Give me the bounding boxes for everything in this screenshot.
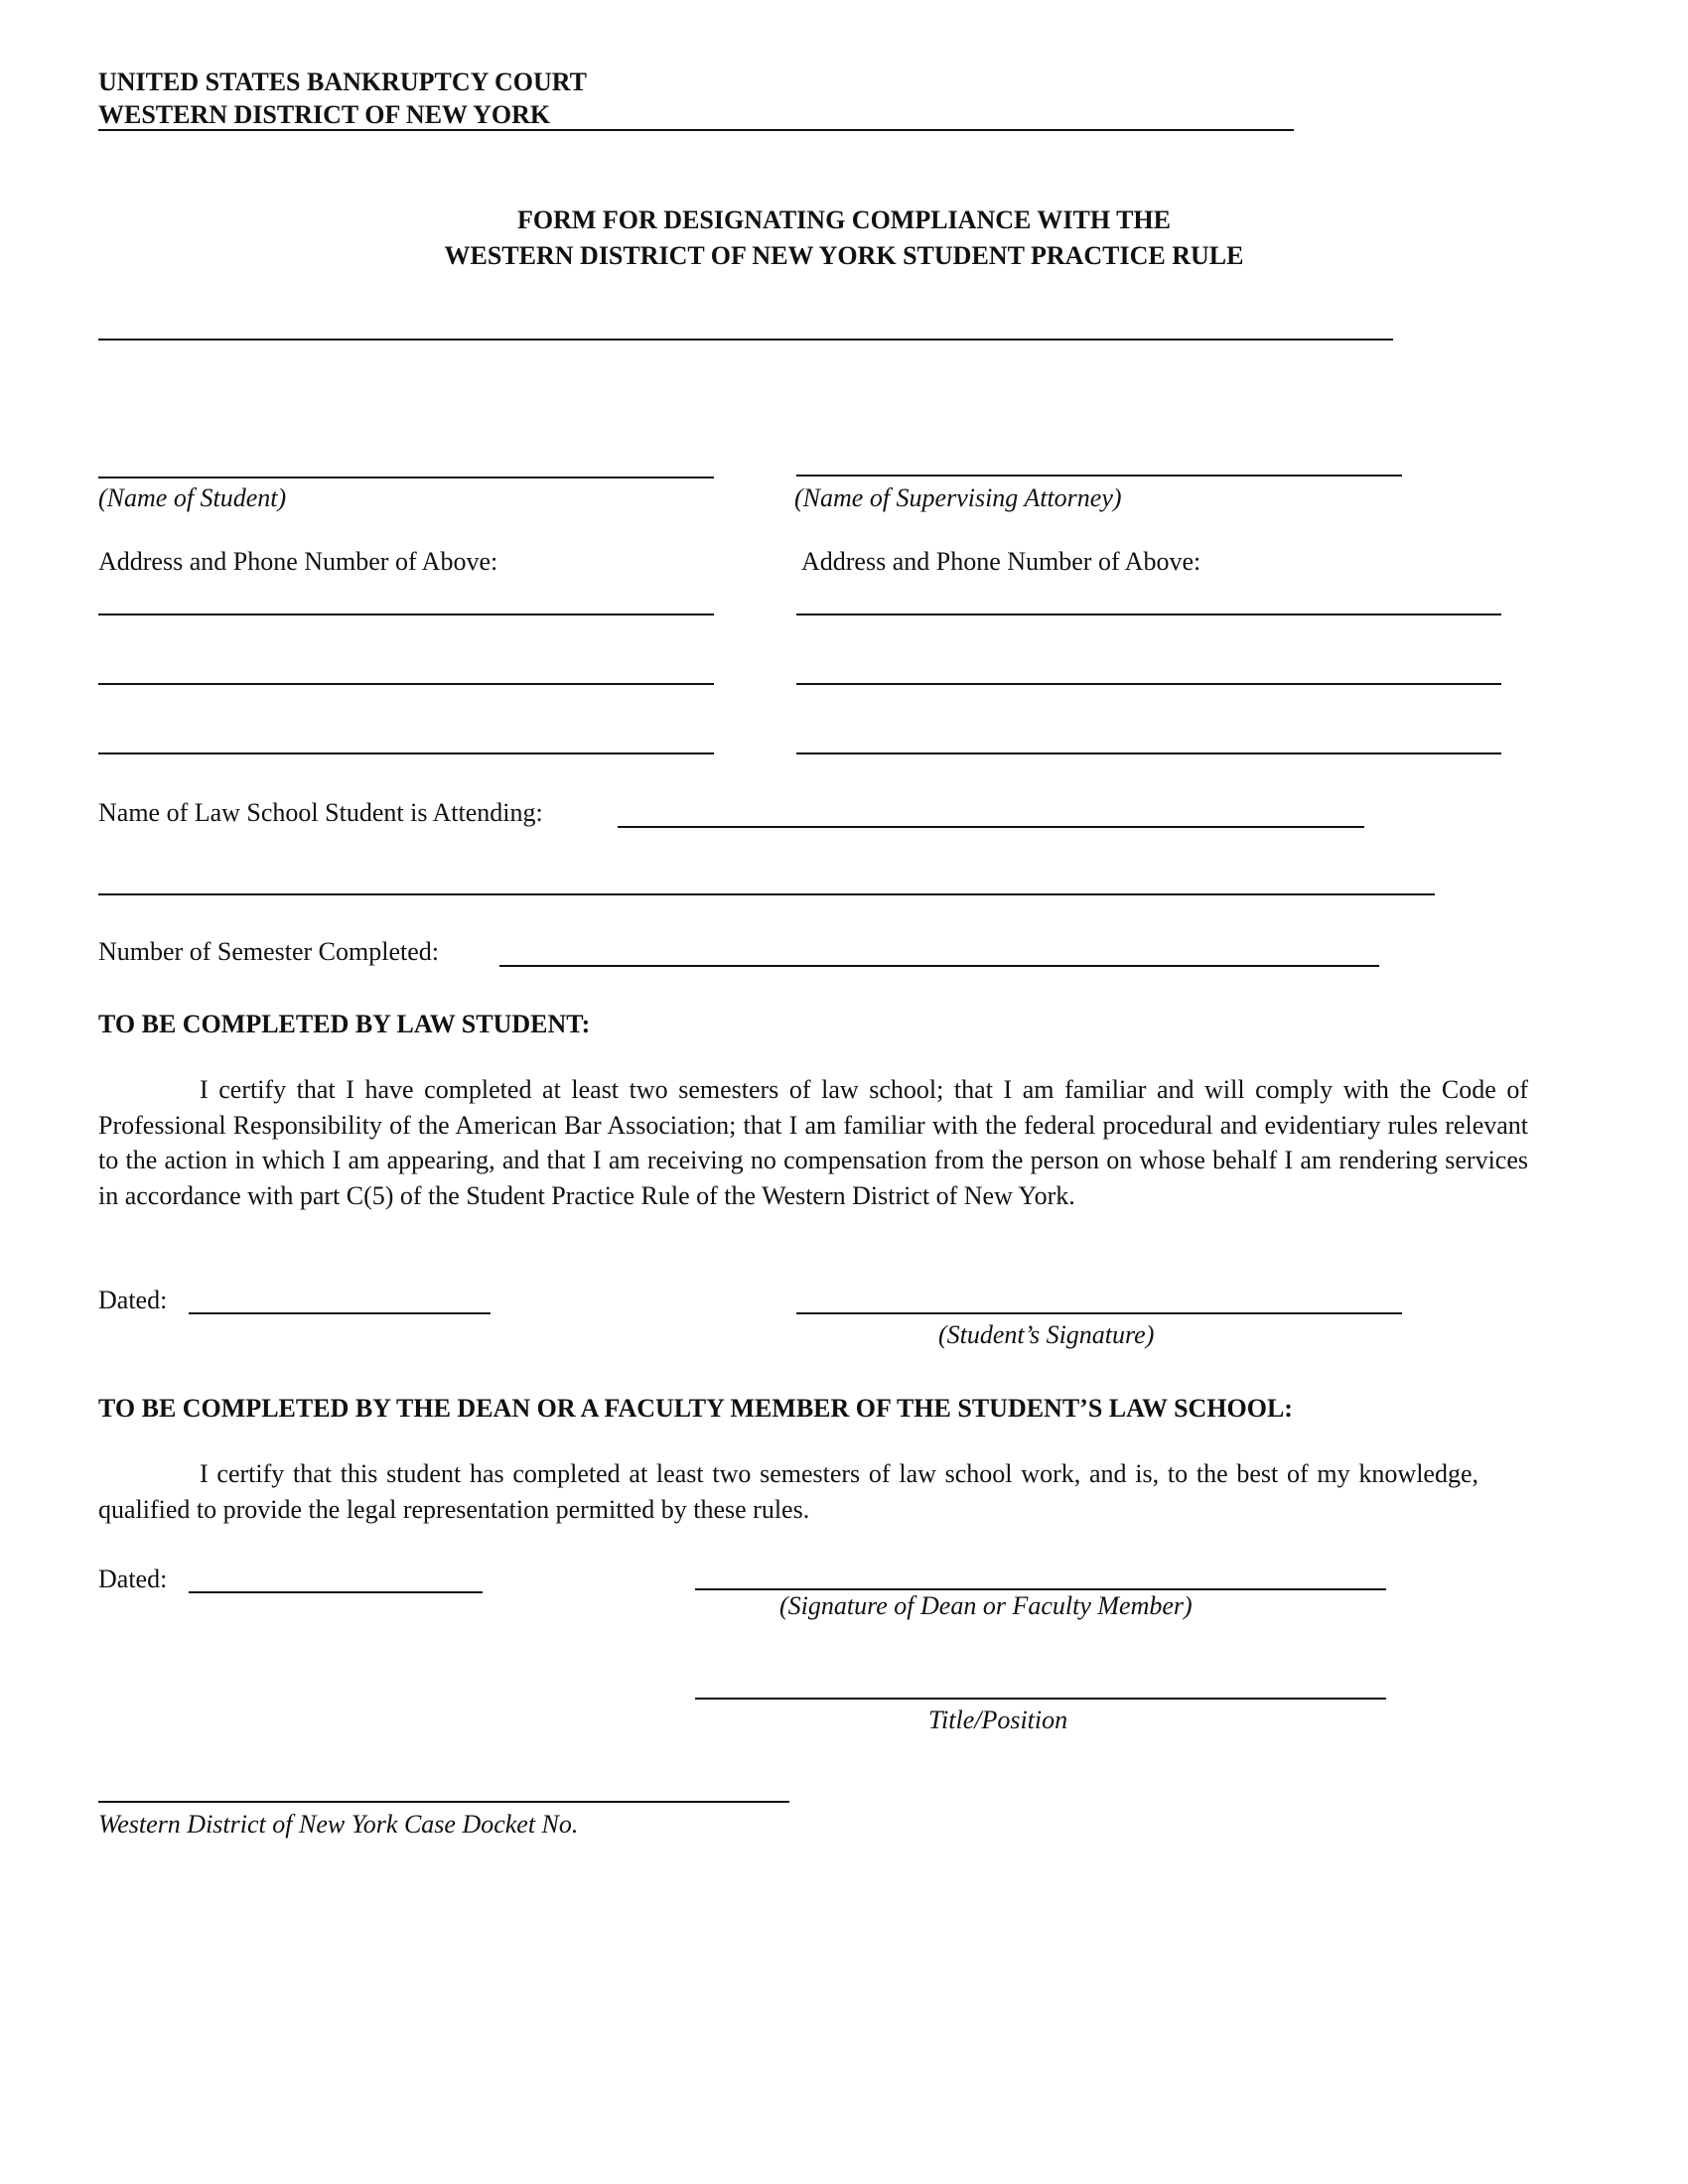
semesters-input-line[interactable] — [499, 965, 1379, 967]
student-certification-paragraph: I certify that I have completed at least two semesters of law school; that I am familiar and will comply with the Code of Professional Responsibility of the American Bar Association; that I am familiar with the federal procedural and evidentiary rules relevant to the action in which I am appearing, and that I am receiving no compensation from the person on whose behalf I am rendering services in accordance with part C(5) of the Student Practice Rule of the Western District of New York. — [98, 1075, 1528, 1210]
form-title-line-2: WESTERN DISTRICT OF NEW YORK STUDENT PRACTICE RULE — [444, 241, 1244, 270]
faculty-signature-line[interactable] — [695, 1588, 1386, 1590]
attorney-name-line[interactable] — [796, 475, 1402, 477]
student-name-caption: (Name of Student) — [98, 483, 287, 512]
case-caption-line[interactable] — [98, 339, 1393, 341]
court-district: WESTERN DISTRICT OF NEW YORK — [98, 100, 551, 129]
attorney-address-line-1[interactable] — [796, 614, 1501, 615]
faculty-dated-label: Dated: — [98, 1565, 168, 1593]
student-address-line-3[interactable] — [98, 752, 714, 754]
student-address-label: Address and Phone Number of Above: — [98, 547, 498, 576]
attorney-address-line-2[interactable] — [796, 683, 1501, 685]
faculty-signature-caption: (Signature of Dean or Faculty Member) — [779, 1591, 1193, 1620]
law-school-label: Name of Law School Student is Attending: — [98, 798, 543, 827]
semesters-label: Number of Semester Completed: — [98, 937, 439, 966]
law-school-continuation-line[interactable] — [98, 893, 1435, 895]
student-signature-line[interactable] — [796, 1312, 1402, 1314]
student-address-line-2[interactable] — [98, 683, 714, 685]
faculty-certification-paragraph: I certify that this student has completed at least two semesters of law school work, and is, to the best of my knowledge, qualified to provide the legal representation permitted by these rules. — [98, 1459, 1478, 1524]
faculty-date-line[interactable] — [189, 1591, 483, 1593]
docket-number-caption: Western District of New York Case Docket No. — [98, 1810, 579, 1839]
header-rule — [98, 129, 1294, 131]
faculty-section-heading: TO BE COMPLETED BY THE DEAN OR A FACULTY MEMBER OF THE STUDENT’S LAW SCHOOL: — [98, 1394, 1293, 1423]
attorney-address-line-3[interactable] — [796, 752, 1501, 754]
faculty-title-line[interactable] — [695, 1698, 1386, 1700]
student-section-heading: TO BE COMPLETED BY LAW STUDENT: — [98, 1010, 591, 1038]
student-date-line[interactable] — [189, 1312, 491, 1314]
student-address-line-1[interactable] — [98, 614, 714, 615]
student-dated-label: Dated: — [98, 1286, 168, 1314]
law-school-input-line[interactable] — [618, 826, 1364, 828]
docket-number-line[interactable] — [98, 1801, 789, 1803]
court-name: UNITED STATES BANKRUPTCY COURT — [98, 68, 587, 96]
attorney-address-label: Address and Phone Number of Above: — [801, 547, 1201, 576]
student-signature-caption: (Student’s Signature) — [938, 1320, 1155, 1349]
faculty-title-caption: Title/Position — [928, 1706, 1068, 1734]
form-title-line-1: FORM FOR DESIGNATING COMPLIANCE WITH THE — [516, 205, 1171, 234]
student-name-line[interactable] — [98, 477, 714, 478]
attorney-name-caption: (Name of Supervising Attorney) — [794, 483, 1122, 512]
